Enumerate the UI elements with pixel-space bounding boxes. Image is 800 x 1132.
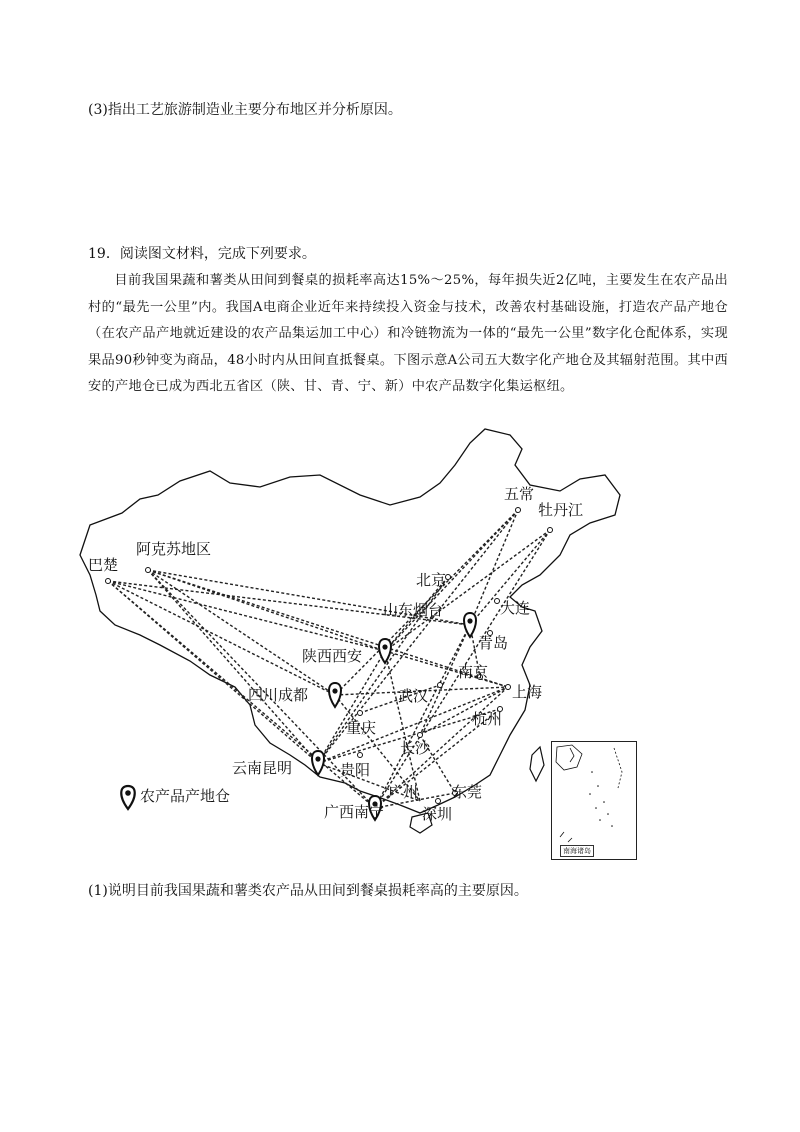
label-wuchang: 五常	[504, 485, 535, 503]
label-dalian: 大连	[500, 599, 531, 617]
label-guiyang: 贵阳	[340, 761, 371, 779]
material-paragraph: 目前我国果蔬和薯类从田间到餐桌的损耗率高达15%～25%，每年损失近2亿吨，主要发生在农产品出村的“最先一公里”内。我国A电商企业近年来持续投入资金与技术，改善农村基础设施，打造农产品产地仓（在农产品产地就近建设的农产品集运加工中心）和冷链物流为一体的“最先一公里”数字化仓配体系，实现果品90秒钟变为商品，48小时内从田间直抵餐桌。下图示意A公司五大数字化产地仓及其辐射范围。其中西安的产地仓已成为西北五省区（陕、甘、青、宁、新）中农产品数字化集运枢纽。	[88, 273, 728, 394]
label-beijing: 北京	[416, 571, 447, 589]
label-shanghai: 上海	[512, 683, 543, 701]
pin-icon-chengdu	[329, 683, 341, 707]
question-3: (3)指出工艺旅游制造业主要分布地区并分析原因。	[88, 102, 402, 118]
south-china-sea-inset	[551, 741, 637, 860]
pin-icon-shandong	[464, 613, 476, 637]
pin-icon-xian	[379, 639, 391, 663]
label-kunming: 云南昆明	[232, 759, 293, 777]
label-shenzhen: 深圳	[422, 805, 453, 823]
label-shandong: 山东烟台	[383, 601, 444, 619]
question-19-heading: 19．阅读图文材料，完成下列要求。	[88, 246, 316, 262]
city-dot-mudanjiang	[548, 528, 553, 533]
pin-icon-legend	[118, 783, 138, 811]
label-nanning: 广西南宁	[324, 803, 385, 821]
label-xian: 陕西西安	[302, 647, 363, 665]
china-outline	[80, 429, 620, 813]
city-dot-akesu	[146, 568, 151, 573]
taiwan-outline	[530, 747, 544, 781]
city-dot-wuhan	[438, 683, 443, 688]
label-mudanjiang: 牡丹江	[538, 501, 584, 519]
label-chongqing: 重庆	[346, 719, 377, 737]
label-guangzhou: 广州	[388, 783, 419, 801]
legend-label: 农产品产地仓	[140, 787, 231, 805]
city-dot-chongqing	[358, 711, 363, 716]
city-dot-bachu	[106, 579, 111, 584]
label-chengdu: 四川成都	[248, 686, 309, 704]
city-dot-beijing	[446, 575, 451, 580]
label-bachu: 巴楚	[88, 556, 119, 574]
city-dot-guiyang	[358, 753, 363, 758]
label-wuhan: 武汉	[398, 687, 429, 705]
city-dot-dalian	[495, 599, 500, 604]
inset-svg	[552, 742, 636, 859]
question-1: (1)说明目前我国果蔬和薯类农产品从田间到餐桌损耗率高的主要原因。	[88, 883, 528, 899]
city-dot-wuchang	[516, 508, 521, 513]
label-qingdao: 青岛	[478, 634, 509, 652]
city-dot-shanghai	[506, 685, 511, 690]
inset-caption: 南海诸岛	[560, 845, 594, 857]
label-dongguan: 东莞	[452, 783, 483, 801]
city-dot-changsha	[418, 733, 423, 738]
city-dot-shenzhen	[436, 799, 441, 804]
label-changsha: 长沙	[400, 739, 431, 757]
label-akesu: 阿克苏地区	[136, 540, 212, 558]
label-nanjing: 南京	[458, 663, 489, 681]
label-hangzhou: 杭州	[472, 710, 503, 728]
